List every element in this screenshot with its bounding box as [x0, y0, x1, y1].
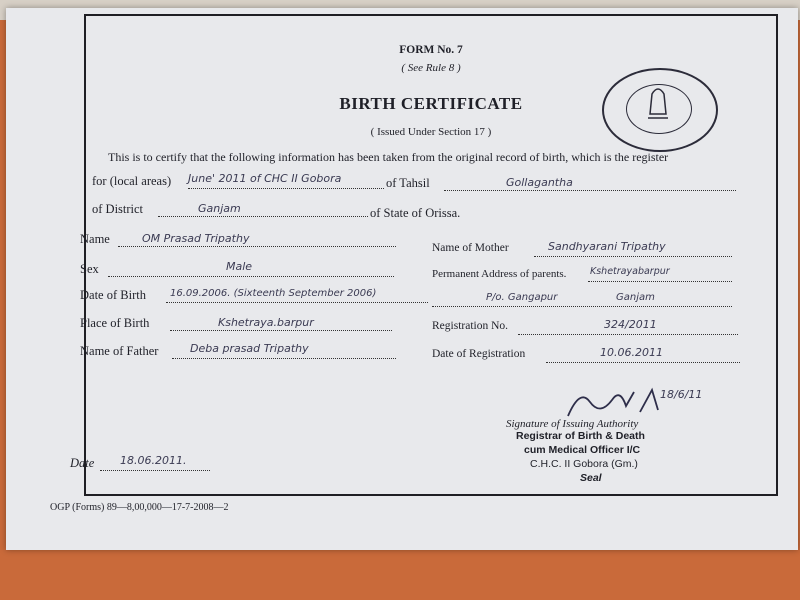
father-name-value: Deba prasad Tripathy	[190, 342, 309, 355]
registration-date-label: Date of Registration	[432, 348, 526, 360]
rule-reference: ( See Rule 8 )	[401, 62, 461, 74]
state-label: of State of Orissa.	[370, 206, 461, 220]
registrar-title-line2: cum Medical Officer I/C	[524, 444, 641, 456]
signature-label: Signature of Issuing Authority	[506, 418, 639, 430]
registrar-title-line1: Registrar of Birth & Death	[516, 430, 645, 442]
date-value: 18.06.2011.	[120, 454, 187, 467]
local-area-value: June' 2011 of CHC II Gobora	[188, 172, 342, 185]
dob-value: 16.09.2006. (Sixteenth September 2006)	[170, 288, 377, 299]
tahsil-value: Gollagantha	[506, 176, 573, 189]
place-of-birth-label: Place of Birth	[80, 316, 150, 330]
signature-date-handwritten: 18/6/11	[660, 388, 703, 401]
sex-value: Male	[226, 260, 253, 273]
registration-date-value: 10.06.2011	[600, 346, 663, 359]
registration-no-label: Registration No.	[432, 320, 509, 332]
place-of-birth-value: Kshetraya.barpur	[218, 316, 314, 329]
mother-name-label: Name of Mother	[432, 242, 509, 254]
official-seal-stamp	[602, 68, 718, 152]
registrar-office-line3: C.H.C. II Gobora (Gm.)	[530, 458, 638, 470]
issued-section: ( Issued Under Section 17 )	[370, 126, 492, 138]
name-value: OM Prasad Tripathy	[142, 232, 250, 245]
district-value: Ganjam	[198, 202, 241, 215]
father-name-label: Name of Father	[80, 344, 159, 358]
name-label: Name	[80, 232, 110, 246]
district-label: of District	[92, 202, 144, 216]
form-footer-code: OGP (Forms) 89—8,00,000—17-7-2008—2	[50, 502, 229, 513]
seal-label: Seal	[580, 472, 602, 484]
seal-inner-ring	[626, 84, 692, 134]
sex-label: Sex	[80, 262, 99, 276]
certificate-title: BIRTH CERTIFICATE	[339, 94, 523, 113]
address-value-line1: Kshetrayabarpur	[590, 266, 670, 277]
dob-label: Date of Birth	[80, 288, 146, 302]
tahsil-label: of Tahsil	[386, 176, 430, 190]
registration-no-value: 324/2011	[604, 318, 657, 331]
address-value-line3: Ganjam	[616, 292, 655, 303]
certificate-frame	[70, 14, 778, 496]
address-label: Permanent Address of parents.	[432, 268, 567, 280]
mother-name-value: Sandhyarani Tripathy	[548, 240, 666, 253]
address-value-line2: P/o. Gangapur	[486, 292, 558, 303]
date-label: Date	[70, 456, 95, 470]
form-number: FORM No. 7	[399, 44, 463, 56]
local-area-label: for (local areas)	[92, 174, 172, 188]
intro-text: This is to certify that the following information has been taken from the original record of birth, which is the register	[108, 150, 669, 164]
certificate-paper	[6, 8, 798, 550]
